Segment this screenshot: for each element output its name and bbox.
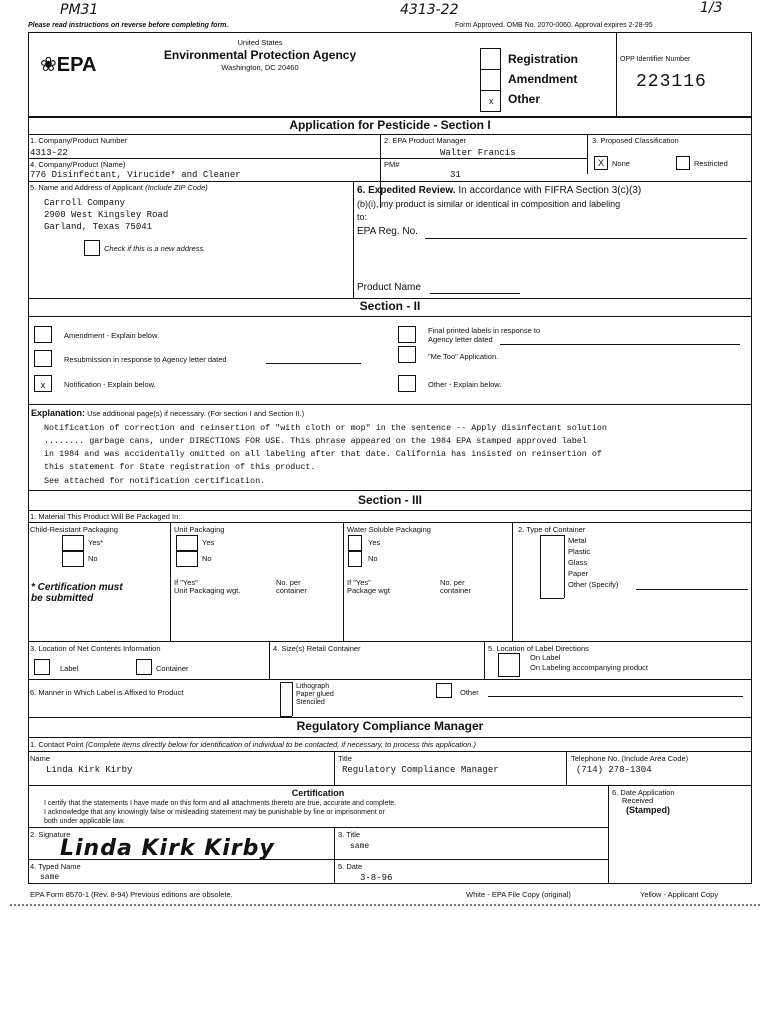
applicant-city: Garland, Texas 75041 bbox=[44, 222, 153, 232]
other-explain-label: Other - Explain below. bbox=[428, 380, 502, 389]
product-manager-label: 2. EPA Product Manager bbox=[384, 136, 466, 145]
united-states: United States bbox=[237, 38, 283, 47]
section-3-title: Section - III bbox=[357, 493, 422, 507]
affix-paper-glued: Paper glued bbox=[296, 691, 334, 698]
explanation-line-3: in 1984 and was accidentally omitted on all labeling after that date. California has insisted on reinsertion of bbox=[44, 449, 602, 459]
other-explain-checkbox[interactable] bbox=[398, 375, 416, 392]
handwritten-reg-note: 4313-22 bbox=[400, 2, 459, 18]
applicant-street: 2900 West Kingsley Road bbox=[44, 210, 169, 220]
name-label: Name bbox=[30, 754, 51, 763]
contact-title: Regulatory Compliance Manager bbox=[342, 765, 499, 775]
contact-phone: (714) 278-1304 bbox=[576, 765, 652, 775]
affix-stenciled: Stenciled bbox=[296, 699, 325, 706]
resubmission-date-field[interactable] bbox=[266, 363, 361, 364]
container-glass: Glass bbox=[568, 558, 588, 567]
page-bottom-edge bbox=[10, 904, 760, 906]
new-address-checkbox[interactable] bbox=[84, 240, 100, 256]
child-yes-checkbox[interactable] bbox=[62, 535, 84, 551]
class-restricted-checkbox[interactable] bbox=[676, 156, 690, 170]
date-application-label: 6. Date Application bbox=[612, 788, 675, 797]
certification-title: Certification bbox=[291, 788, 345, 798]
explanation-line-2: ........ garbage cans, under DIRECTIONS FOR USE. This phrase appeared on the 1984 EPA stamped approved label bbox=[44, 436, 587, 446]
title-3-value: same bbox=[350, 842, 370, 851]
opp-label: OPP Identifier Number bbox=[620, 56, 691, 63]
class-none-label: None bbox=[612, 159, 630, 168]
cert-text-2: I acknowledge that any knowingly false or misleading statement may be punishable by fine or imprisonment or bbox=[44, 809, 385, 816]
typed-name: same bbox=[40, 873, 60, 882]
section-1-title: Application for Pesticide - Section I bbox=[289, 118, 491, 132]
company-number-label: 1. Company/Product Number bbox=[30, 136, 128, 145]
explanation-line-5: See attached for notification certification. bbox=[44, 476, 266, 486]
agency-name: Environmental Protection Agency bbox=[163, 48, 357, 62]
phone-label: Telephone No. (Include Area Code) bbox=[571, 754, 689, 763]
contact-point-note: (Complete items directly below for identification of individual to be contacted, if necessary, to process this application.) bbox=[85, 740, 476, 749]
expedited-review: 6. Expedited Review. In accordance with FIFRA Section 3(c)(3) bbox=[357, 185, 642, 196]
notification-checkbox[interactable]: x bbox=[34, 375, 52, 392]
applicant-label: 5. Name and Address of Applicant (Include ZIP Code) bbox=[30, 183, 208, 192]
date-received-label: Received bbox=[622, 796, 654, 805]
net-container-option: Container bbox=[156, 664, 189, 673]
class-restricted-label: Restricted bbox=[694, 159, 728, 168]
unit-no-per: No. per bbox=[276, 578, 301, 587]
final-labels-date-label: Agency letter dated bbox=[428, 335, 493, 344]
expedited-text-3: to: bbox=[357, 212, 368, 222]
net-label-option: Label bbox=[60, 664, 79, 673]
type-registration: Registration bbox=[508, 52, 579, 66]
water-no-checkbox[interactable] bbox=[348, 551, 362, 567]
unit-yes-label: Yes bbox=[202, 538, 215, 547]
retail-size-label: 4. Size(s) Retail Container bbox=[273, 644, 361, 653]
amendment-checkbox[interactable] bbox=[34, 326, 52, 343]
notification-label: Notification - Explain below. bbox=[64, 380, 156, 389]
affix-other-label: Other bbox=[460, 688, 479, 697]
explanation-header: Explanation: Use additional page(s) if necessary. (For section I and Section II.) bbox=[31, 408, 305, 418]
unit-container: container bbox=[276, 586, 307, 595]
directions-on-label: On Label bbox=[530, 653, 561, 662]
epa-flower-icon: ❀ bbox=[40, 54, 57, 76]
section-2-title: Section - II bbox=[359, 299, 421, 313]
instructions-note: Please read instructions on reverse before completing form. bbox=[28, 22, 229, 29]
pm-number: 31 bbox=[450, 170, 461, 180]
container-paper: Paper bbox=[568, 569, 589, 578]
date-label: 5. Date bbox=[338, 862, 363, 871]
white-copy: White - EPA File Copy (original) bbox=[466, 890, 571, 899]
unit-no-label: No bbox=[202, 554, 212, 563]
handwritten-page-note: 1/3 bbox=[700, 0, 723, 16]
agency-address: Washington, DC 20460 bbox=[221, 63, 299, 72]
directions-label: 5. Location of Label Directions bbox=[488, 644, 589, 653]
me-too-checkbox[interactable] bbox=[398, 346, 416, 363]
affix-other-field[interactable] bbox=[488, 696, 743, 697]
omb-approval: Form Approved. OMB No. 2070-0060. Approval expires 2-28-95 bbox=[455, 22, 653, 29]
child-no-checkbox[interactable] bbox=[62, 551, 84, 567]
title-3-label: 3. Title bbox=[338, 830, 361, 839]
final-labels-checkbox[interactable] bbox=[398, 326, 416, 343]
water-container: container bbox=[440, 586, 471, 595]
container-plastic: Plastic bbox=[568, 547, 591, 556]
company-number: 4313-22 bbox=[30, 148, 68, 158]
affix-other-checkbox[interactable] bbox=[436, 683, 452, 698]
water-if-yes: If "Yes" bbox=[347, 578, 371, 587]
epa-reg-no-label: EPA Reg. No. bbox=[357, 226, 418, 237]
section-4-title: Regulatory Compliance Manager bbox=[296, 719, 484, 733]
me-too-label: "Me Too" Application. bbox=[428, 352, 499, 361]
contact-name: Linda Kirk Kirby bbox=[46, 765, 133, 775]
container-type-label: 2. Type of Container bbox=[518, 525, 586, 534]
water-no-label: No bbox=[368, 554, 378, 563]
stamped-label: (Stamped) bbox=[626, 805, 671, 815]
net-contents-label: 3. Location of Net Contents Information bbox=[30, 644, 161, 653]
agency-letter-date-field[interactable] bbox=[500, 344, 740, 345]
epa-logo: ❀EPA bbox=[40, 54, 97, 76]
container-other: Other (Specify) bbox=[568, 580, 619, 589]
water-soluble-label: Water Soluble Packaging bbox=[347, 525, 431, 534]
new-address-label: Check if this is a new address. bbox=[104, 244, 206, 253]
form-id: EPA Form 8570-1 (Rev. 8-94) Previous editions are obsolete. bbox=[30, 890, 233, 899]
product-name: 776 Disinfectant, Virucide* and Cleaner bbox=[30, 170, 241, 180]
certification-note-2: be submitted bbox=[31, 593, 94, 604]
unit-packaging-label: Unit Packaging bbox=[174, 525, 225, 534]
pm-number-label: PM# bbox=[384, 160, 400, 169]
container-other-field[interactable] bbox=[636, 589, 748, 590]
signature-label: 2. Signature bbox=[30, 830, 71, 839]
contact-point-label: 1. Contact Point bbox=[30, 740, 84, 749]
explanation-line-1: Notification of correction and reinsertion of "with cloth or mop" in the sentence -- Apply disinfectant solution bbox=[44, 423, 607, 433]
unit-packaging-wgt: Unit Packaging wgt. bbox=[174, 586, 241, 595]
product-name-field[interactable] bbox=[430, 293, 520, 294]
water-yes-checkbox[interactable] bbox=[348, 535, 362, 551]
epa-reg-no-field[interactable] bbox=[425, 238, 747, 239]
expedited-text-2: (b)(i), my product is similar or identical in composition and labeling bbox=[357, 199, 621, 209]
manner-affixed-label: 6. Manner in Which Label is Affixed to Product bbox=[30, 688, 184, 697]
product-name-label: 4. Company/Product (Name) bbox=[30, 160, 126, 169]
class-none-checkbox[interactable]: X bbox=[594, 156, 608, 170]
water-yes-label: Yes bbox=[368, 538, 381, 547]
resubmission-label: Resubmission in response to Agency letter dated bbox=[64, 355, 227, 364]
child-no-label: No bbox=[88, 554, 98, 563]
certification-note-1: * Certification must bbox=[31, 582, 123, 593]
type-amendment: Amendment bbox=[508, 72, 578, 86]
unit-if-yes: If "Yes" bbox=[174, 578, 198, 587]
water-package-wgt: Package wgt bbox=[347, 586, 390, 595]
type-other: Other bbox=[508, 92, 541, 106]
opp-number: 223116 bbox=[636, 72, 707, 92]
title-label: Title bbox=[338, 754, 352, 763]
product-manager: Walter Francis bbox=[440, 148, 516, 158]
cert-text-1: I certify that the statements I have made on this form and all attachments thereto are true, accurate and complete. bbox=[44, 800, 397, 807]
amendment-label: Amendment - Explain below. bbox=[64, 331, 160, 340]
container-metal: Metal bbox=[568, 536, 587, 545]
classification-label: 3. Proposed Classification bbox=[592, 136, 679, 145]
water-no-per: No. per bbox=[440, 578, 465, 587]
handwritten-pm-note: PM31 bbox=[60, 2, 99, 18]
unit-yes-checkbox[interactable] bbox=[176, 535, 198, 551]
yellow-copy: Yellow - Applicant Copy bbox=[640, 890, 719, 899]
applicant-name: Carroll Company bbox=[44, 198, 126, 208]
material-label: 1. Material This Product Will Be Packaged In: bbox=[30, 512, 181, 521]
other-type-mark: x bbox=[489, 96, 494, 106]
directions-checkbox[interactable] bbox=[498, 653, 520, 677]
net-label-checkbox[interactable] bbox=[34, 659, 50, 675]
cert-text-3: both under applicable law. bbox=[44, 818, 125, 825]
typed-name-label: 4. Typed Name bbox=[30, 862, 81, 871]
product-name-field-label: Product Name bbox=[357, 282, 421, 293]
date-value: 3-8-96 bbox=[360, 873, 393, 883]
net-container-checkbox[interactable] bbox=[136, 659, 152, 675]
directions-on-labeling: On Labeling accompanying product bbox=[530, 663, 648, 672]
signature: Linda Kirk Kirby bbox=[60, 836, 275, 861]
explanation-line-4: this statement for State registration of this product. bbox=[44, 462, 316, 472]
final-labels-label: Final printed labels in response to bbox=[428, 326, 541, 335]
affix-lithograph: Lithograph bbox=[296, 683, 330, 690]
resubmission-checkbox[interactable] bbox=[34, 350, 52, 367]
unit-no-checkbox[interactable] bbox=[176, 551, 198, 567]
child-yes-label: Yes* bbox=[88, 538, 104, 547]
child-resistant-label: Child-Resistant Packaging bbox=[30, 525, 118, 534]
